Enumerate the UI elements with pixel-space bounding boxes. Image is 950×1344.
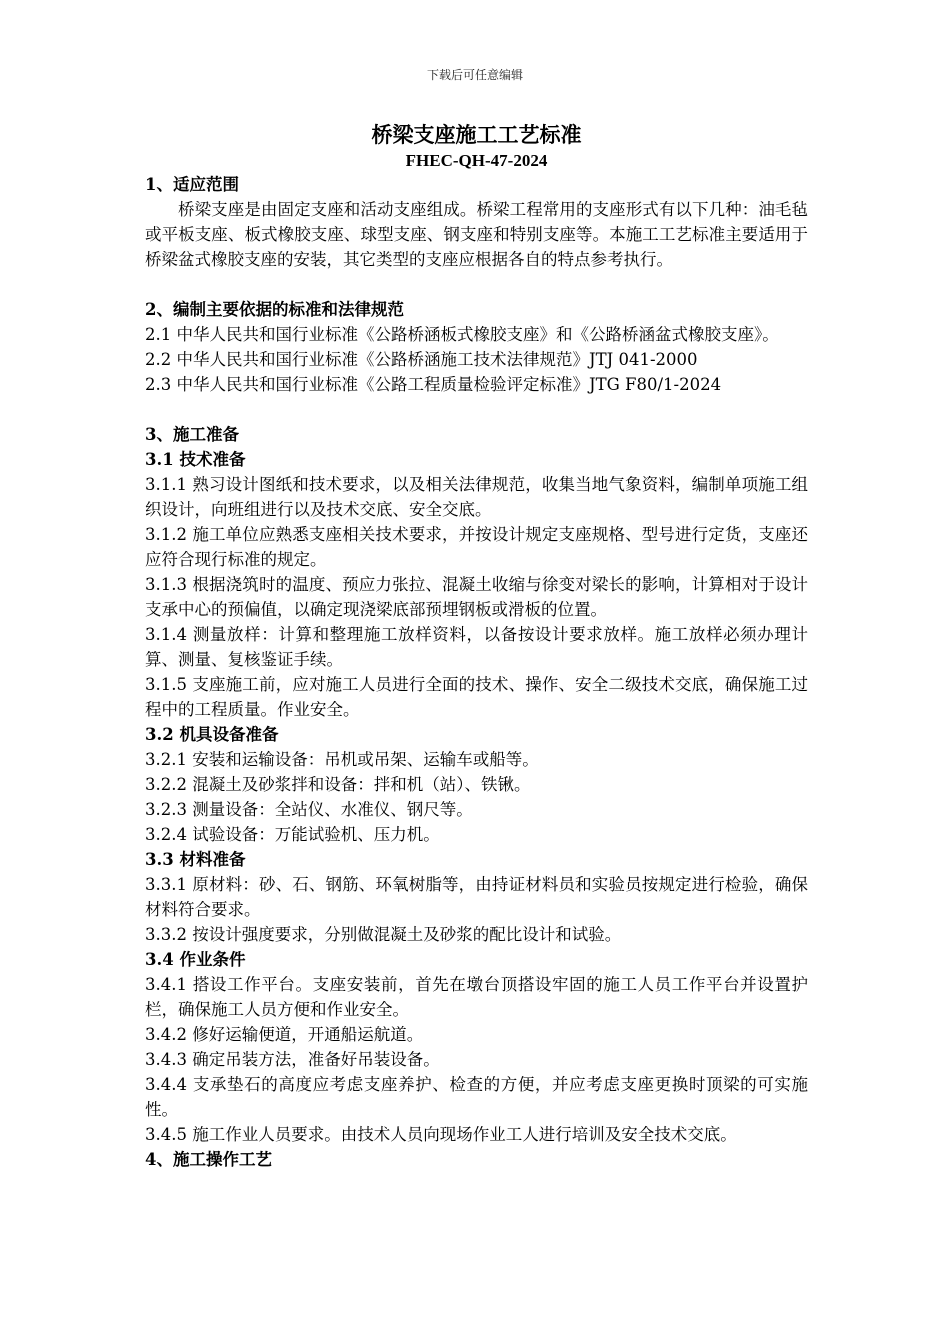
subsection-3-2-item: 3.2.4 试验设备：万能试验机、压力机。 [145, 825, 440, 844]
subsection-3-1-heading: 3.1 技术准备 [145, 450, 246, 469]
subsection-3-4-item: 3.4.1 搭设工作平台。支座安装前，首先在墩台顶搭设牢固的施工人员工作平台并设置护栏，确保施工人员方便和作业安全。 [145, 975, 808, 1019]
document-code: FHEC-QH-47-2024 [405, 151, 548, 170]
subsection-3-4-item: 3.4.4 支承垫石的高度应考虑支座养护、检查的方便，并应考虑支座更换时顶梁的可实施性。 [145, 1075, 808, 1119]
document-title: 桥梁支座施工工艺标准 [371, 122, 582, 147]
subsection-3-1-item: 3.1.4 测量放样：计算和整理施工放样资料，以备按设计要求放样。施工放样必须办理计算、测量、复核鉴证手续。 [145, 625, 808, 669]
subsection-3-4-heading: 3.4 作业条件 [145, 950, 246, 969]
spacer [145, 397, 808, 422]
section-4-heading: 4、施工操作工艺 [145, 1150, 272, 1169]
subsection-3-3-heading: 3.3 材料准备 [145, 850, 246, 869]
subsection-3-2-item: 3.2.1 安装和运输设备：吊机或吊架、运输车或船等。 [145, 750, 539, 769]
section-2-item: 2.2 中华人民共和国行业标准《公路桥涵施工技术法律规范》JTJ 041-2000 [145, 350, 698, 369]
subsection-3-1-item: 3.1.2 施工单位应熟悉支座相关技术要求，并按设计规定支座规格、型号进行定货，支座还应符合现行标准的规定。 [145, 525, 808, 569]
subsection-3-2-item: 3.2.3 测量设备：全站仪、水准仪、钢尺等。 [145, 800, 473, 819]
subsection-3-3-item: 3.3.2 按设计强度要求，分别做混凝土及砂浆的配比设计和试验。 [145, 925, 622, 944]
section-2-heading: 2、编制主要依据的标准和法律规范 [145, 300, 404, 319]
subsection-3-2-item: 3.2.2 混凝土及砂浆拌和设备：拌和机（站）、铁锹。 [145, 775, 531, 794]
section-2-item: 2.1 中华人民共和国行业标准《公路桥涵板式橡胶支座》和《公路桥涵盆式橡胶支座》。 [145, 325, 779, 344]
subsection-3-1-item: 3.1.1 熟习设计图纸和技术要求，以及相关法律规范，收集当地气象资料，编制单项施工组织设计，向班组进行以及技术交底、安全交底。 [145, 475, 808, 519]
header-note: 下载后可任意编辑 [426, 68, 523, 82]
subsection-3-1-item: 3.1.5 支座施工前，应对施工人员进行全面的技术、操作、安全二级技术交底，确保施工过程中的工程质量。作业安全。 [145, 675, 808, 719]
document-page [145, 120, 808, 1172]
subsection-3-4-item: 3.4.2 修好运输便道，开通船运航道。 [145, 1025, 424, 1044]
section-1-paragraph: 桥梁支座是由固定支座和活动支座组成。桥梁工程常用的支座形式有以下几种：油毛毡或平板支座、板式橡胶支座、球型支座、钢支座和特别支座等。本施工工艺标准主要适用于桥梁盆式橡胶支座的安装，其它类型的支座应根据各自的特点参考执行。 [145, 200, 808, 269]
subsection-3-4-item: 3.4.5 施工作业人员要求。由技术人员向现场作业工人进行培训及安全技术交底。 [145, 1125, 737, 1144]
subsection-3-3-item: 3.3.1 原材料：砂、石、钢筋、环氧树脂等，由持证材料员和实验员按规定进行检验，确保材料符合要求。 [145, 875, 808, 919]
subsection-3-2-heading: 3.2 机具设备准备 [145, 725, 279, 744]
subsection-3-1-item: 3.1.3 根据浇筑时的温度、预应力张拉、混凝土收缩与徐变对梁长的影响，计算相对于设计支承中心的预偏值，以确定现浇梁底部预埋钢板或滑板的位置。 [145, 575, 808, 619]
subsection-3-4-item: 3.4.3 确定吊装方法，准备好吊装设备。 [145, 1050, 440, 1069]
section-3-heading: 3、施工准备 [145, 425, 239, 444]
spacer [145, 272, 808, 297]
section-2-item: 2.3 中华人民共和国行业标准《公路工程质量检验评定标准》JTG F80/1-2024 [145, 375, 722, 394]
section-1-heading: 1、适应范围 [145, 175, 239, 194]
